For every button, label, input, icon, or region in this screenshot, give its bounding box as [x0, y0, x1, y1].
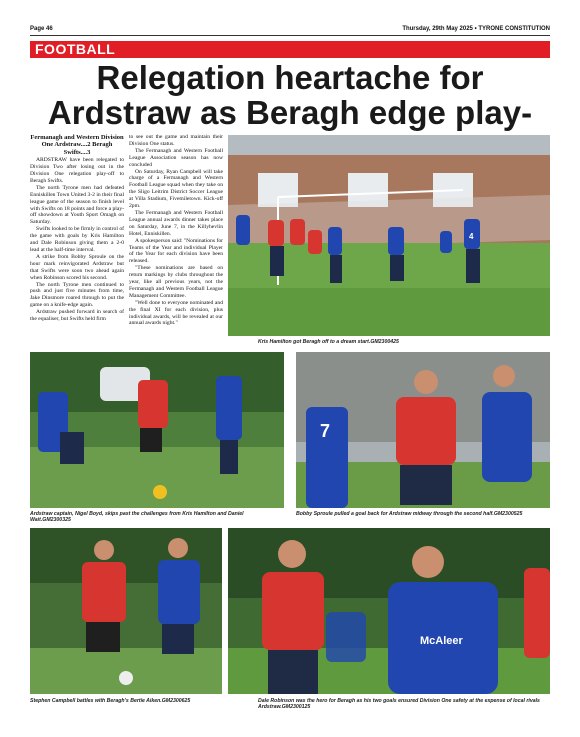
header-rule — [30, 35, 550, 36]
paragraph: "Well done to everyone nominated and the final XI for each division, plus individual awards, will be revealed at our annual awards night." — [129, 299, 223, 327]
paragraph: The north Tyrone men continued to push and just five minutes from time, Jake Dinsmore roared through to put the game on a knife-edge again. — [30, 281, 124, 309]
photo-robinson — [228, 528, 550, 694]
match-kicker: Fermanagh and Western Division One Ardstraw....2 Beragh Swifts....3 — [30, 134, 124, 156]
paragraph: A strike from Bobby Sproule on the hour mark reinvigorated Ardstraw but that Swifts were soon two ahead again when Robinson scored his second. — [30, 253, 124, 281]
photo-caption: Dale Robinson was the hero for Beragh as his two goals ensured Division One safety at the expense of local rivals Ardstraw.GM2300125 — [258, 698, 540, 711]
paragraph: ARDSTRAW have been relegated to Division Two after losing out in the Division One relegation play-off to Beragh Swifts. — [30, 157, 124, 184]
section-label: FOOTBALL — [35, 41, 116, 57]
paragraph: The Fermanagh and Western Football League Association season has now concluded — [129, 147, 223, 168]
paragraph: On Saturday, Ryan Campbell will take charge of a Fermanagh and Western Football League squad when they take on the Sligo Leitrim District Soccer League at Villa Stadium, Fivemiletown. Kick-off 2pm. — [129, 168, 223, 210]
section-banner — [30, 41, 550, 58]
photo-campbell — [30, 528, 222, 694]
paragraph: "These nominations are based on return markings by clubs throughout the year, like all previous years, not the Fermanagh and Western Football League Management Committee. — [129, 265, 223, 299]
paragraph: Swifts looked to be firmly in control of the game with goals by Kris Hamilton and Dale Robinson giving them a 2-0 lead at the half-time interval. — [30, 226, 124, 253]
shirt-number: 4 — [469, 232, 474, 241]
headline: Relegation heartache for Ardstraw as Beragh edge play- — [47, 59, 533, 131]
shirt-number: 7 — [320, 421, 331, 441]
shirt-sponsor: McAleer — [420, 635, 463, 647]
photo-caption: Ardstraw captain, Nigel Boyd, skips past the challenges from Kris Hamilton and Daniel Wait.GM2300325 — [30, 511, 244, 524]
photo-sproule — [296, 352, 550, 508]
article-column-2 — [129, 134, 223, 327]
paragraph: Ardstraw pushed forward in search of the equaliser, but Swifts held firm — [30, 309, 124, 323]
photo-goalmouth — [228, 135, 550, 336]
photo-captain — [30, 352, 284, 508]
photo-caption: Kris Hamilton got Beragh off to a dream start.GM2300425 — [258, 339, 399, 345]
paragraph: to see out the game and maintain their Division One status. — [129, 134, 223, 147]
paragraph: The Fermanagh and Western Football League annual awards dinner takes place on Saturday, June 7, in the Killyhevlin Hotel, Enniskillen. — [129, 209, 223, 237]
photo-caption: Bobby Sproule pulled a goal back for Ardstraw midway through the second half.GM2300525 — [296, 511, 523, 517]
photo-caption: Stephen Campbell battles with Beragh’s Bertie Aiken.GM2300625 — [30, 698, 191, 704]
article-column-1 — [30, 134, 124, 323]
paragraph: The north Tyrone men had defeated Enniskillen Town United 3-2 in their final league game of the season to finish level with Swifts on 18 points and force a play-off showdown at Youth Sport Omagh on Saturday. — [30, 184, 124, 226]
page-number: Page 46 — [30, 26, 53, 32]
dateline: Thursday, 29th May 2025 • TYRONE CONSTITUTION — [402, 26, 550, 32]
paragraph: A spokesperson said: "Nominations for Teams of the Year and individual Player of the Year for each division have been released. — [129, 237, 223, 265]
